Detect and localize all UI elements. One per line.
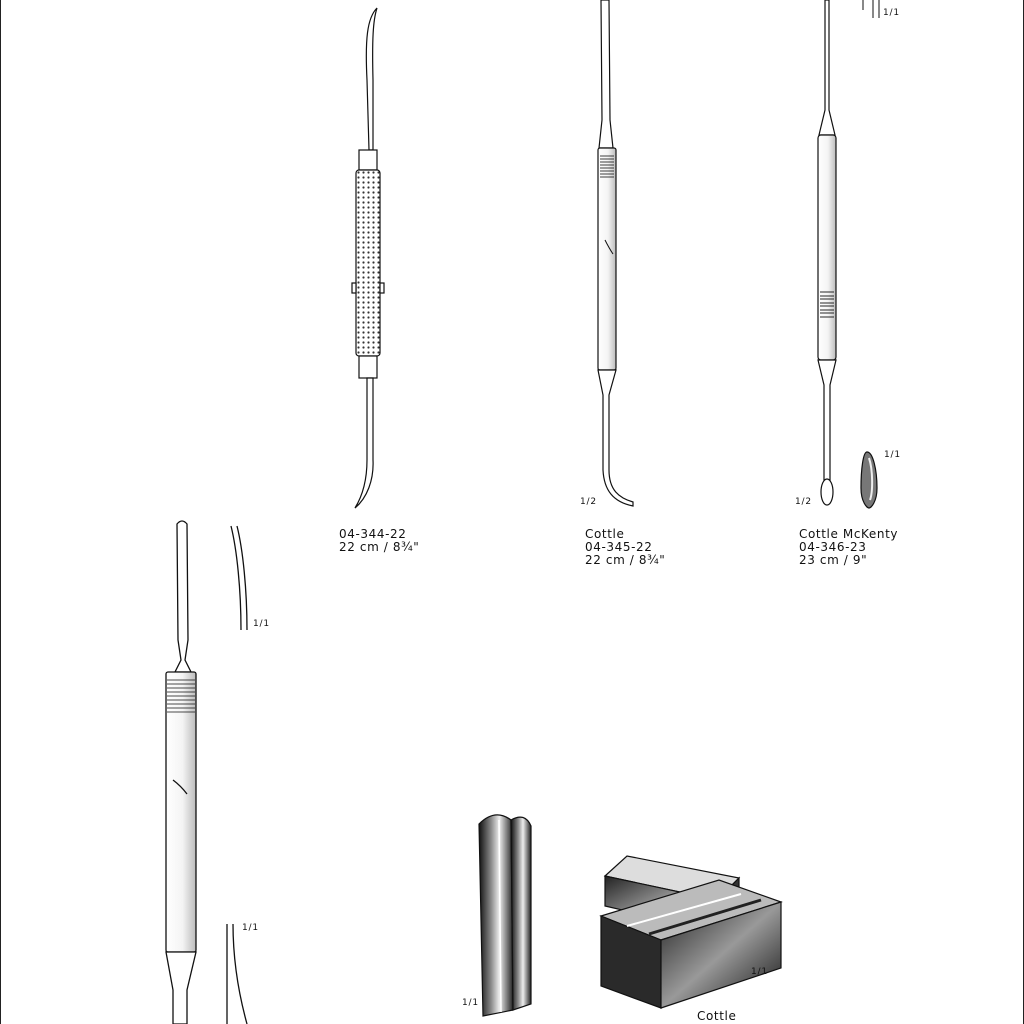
instrument-lower-elevator xyxy=(166,521,247,1024)
scale-label: 1/2 xyxy=(795,497,812,507)
product-size: 23 cm / 9" xyxy=(799,553,868,567)
cottle-clip xyxy=(479,815,531,1016)
instrument-illustrations xyxy=(1,0,1024,1024)
product-size: 22 cm / 8¾" xyxy=(339,540,420,554)
instrument-04-346-23 xyxy=(818,0,879,508)
cottle-box xyxy=(601,856,781,1008)
scale-label: 1/1 xyxy=(242,923,259,933)
scale-label: 1/1 xyxy=(253,619,270,629)
scale-label: 1/1 xyxy=(884,450,901,460)
product-caption-1 xyxy=(339,528,419,554)
scale-label: 1/1 xyxy=(751,967,768,977)
scale-label: 1/2 xyxy=(580,497,597,507)
product-caption-3 xyxy=(799,528,898,567)
scale-label: 1/1 xyxy=(462,998,479,1008)
product-name: Cottle xyxy=(585,527,625,541)
product-name: Cottle McKenty xyxy=(799,527,899,541)
box-caption: Cottle xyxy=(697,1009,737,1023)
product-code: 04-344-22 xyxy=(339,527,407,541)
product-code: 04-345-22 xyxy=(585,540,653,554)
instrument-04-345-22 xyxy=(598,0,633,506)
product-size: 22 cm / 8¾" xyxy=(585,553,666,567)
scale-label: 1/1 xyxy=(883,8,900,18)
product-caption-2 xyxy=(585,528,665,567)
instrument-04-344-22 xyxy=(352,8,384,508)
product-code: 04-346-23 xyxy=(799,540,867,554)
